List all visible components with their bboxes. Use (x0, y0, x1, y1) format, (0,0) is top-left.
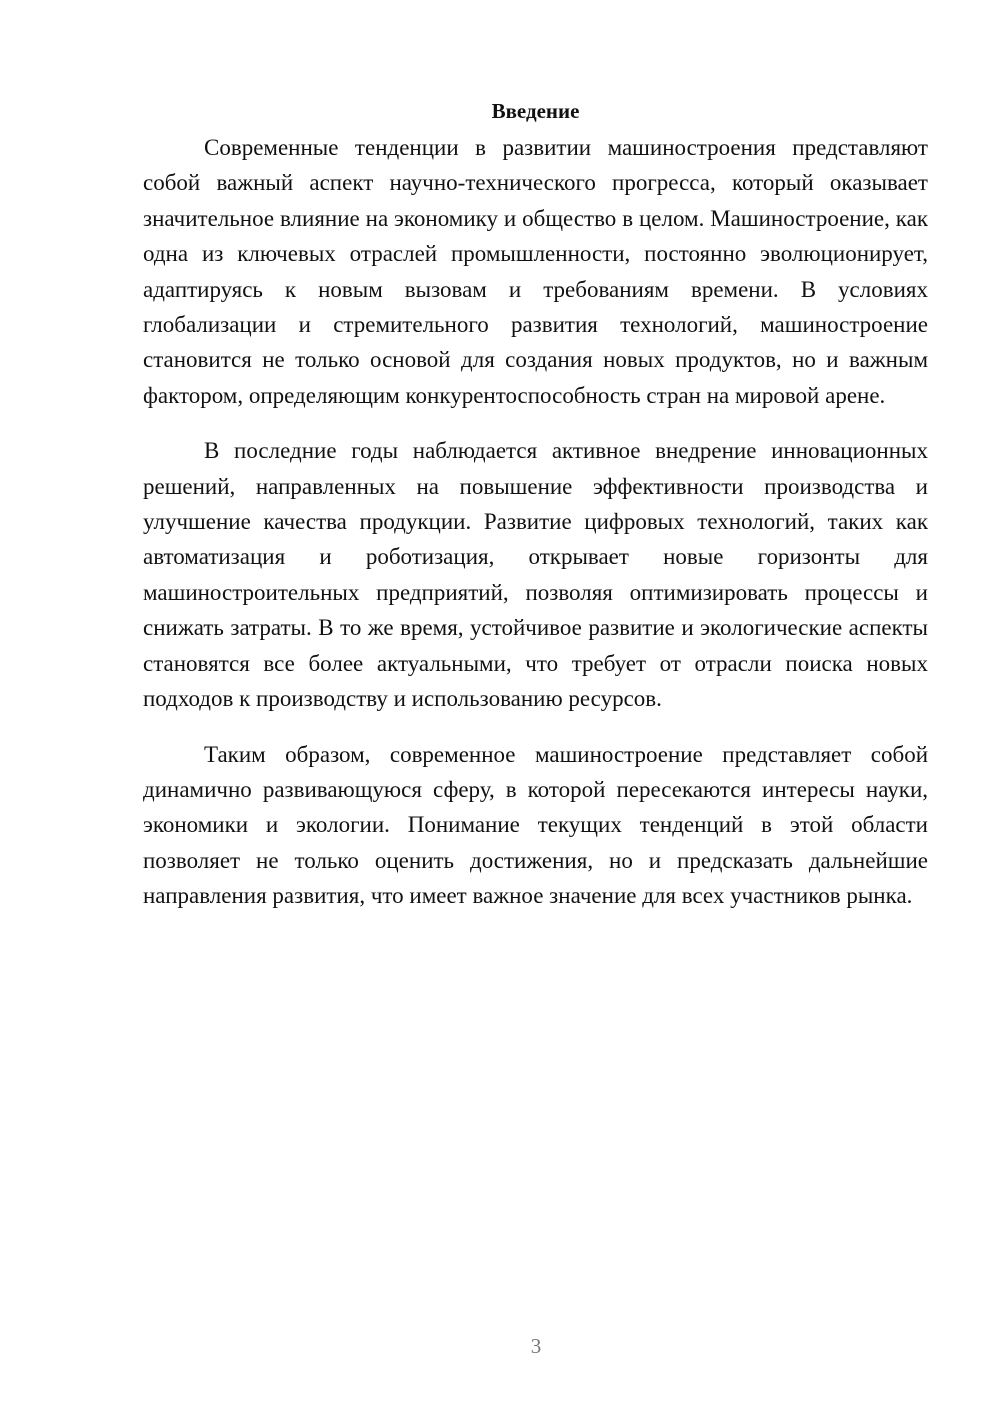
page-number: 3 (530, 1334, 542, 1358)
paragraph-1: Современные тенденции в развитии машиностроения представляют собой важный аспект научно-технического прогресса, который оказывает значительное влияние на экономику и общество в целом. Машиностроение, как одна из ключевых отраслей промышленности, постоянно эволюционирует, адаптируясь к новым вызовам и требованиям времени. В условиях глобализации и стремительного развития технологий, машиностроение становится не только основой для создания новых продуктов, но и важным фактором, определяющим конкурентоспособность стран на мировой арене. (143, 135, 928, 408)
paragraph-3: Таким образом, современное машиностроение представляет собой динамично развивающуюся сферу, в которой пересекаются интересы науки, экономики и экологии. Понимание текущих тенденций в этой области позволяет не только оценить достижения, но и предсказать дальнейшие направления развития, что имеет важное значение для всех участников рынка. (143, 741, 928, 909)
section-title: Введение (491, 99, 580, 123)
page-content (143, 96, 928, 934)
paragraph-2: В последние годы наблюдается активное внедрение инновационных решений, направленных на повышение эффективности производства и улучшение качества продукции. Развитие цифровых технологий, таких как автоматизация и роботизация, открывает новые горизонты для машиностроительных предприятий, позволяя оптимизировать процессы и снижать затраты. В то же время, устойчивое развитие и экологические аспекты становятся все более актуальными, что требует от отрасли поиска новых подходов к производству и использованию ресурсов. (143, 438, 928, 712)
